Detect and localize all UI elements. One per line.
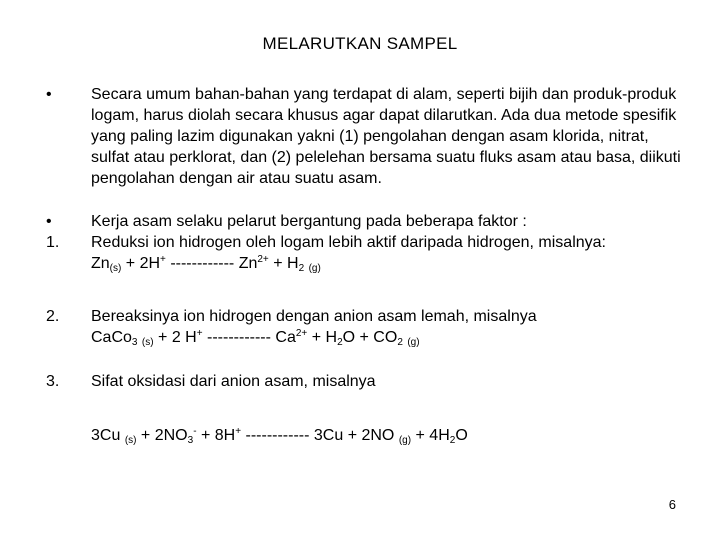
slide-title: MELARUTKAN SAMPEL <box>262 34 458 53</box>
factor-2-text: Bereaksinya ion hidrogen dengan anion asam lemah, misalnya <box>91 308 537 325</box>
factors-paragraph: Kerja asam selaku pelarut bergantung pada beberapa faktor : <box>91 213 527 230</box>
equation-1: $Zn_{(s)} + 2H^+$ ------------ $Zn^{2+} + H_2$ $_{(g)}$ <box>91 254 321 274</box>
equation-2: CaCo$_3$ $_{(s)}$ + 2 H+ ------------ $Ca^{2+} + H_2O + CO_2$ $_{(g)}$ <box>91 328 420 348</box>
page-number: 6 <box>668 497 676 512</box>
bullet-marker: • <box>46 213 52 230</box>
factor-1-text: Reduksi ion hidrogen oleh logam lebih aktif daripada hidrogen, misalnya: <box>91 234 606 251</box>
factor-3-text: Sifat oksidasi dari anion asam, misalnya <box>91 373 376 390</box>
list-number: 3. <box>46 373 60 390</box>
equation-3: 3Cu $_{(s)} + 2NO_3^- + 8H^+$ ------------ 3Cu + 2NO $_{(g)} + 4H_2O$ <box>91 426 468 446</box>
list-number: 1. <box>46 234 60 251</box>
intro-paragraph: Secara umum bahan-bahan yang terdapat di alam, seperti bijih dan produk-produk logam, harus diolah secara khusus agar dapat dilarutkan. Ada dua metode spesifik yang paling lazim digunakan yakni (1) pengolahan dengan asam klorida, nitrat, sulfat atau perklorat, dan (2) pelelehan bersama suatu fluks asam atau basa, diikuti pengolahan dengan air atau suatu asam. <box>91 86 681 187</box>
list-number: 2. <box>46 308 60 325</box>
bullet-marker: • <box>46 86 52 103</box>
